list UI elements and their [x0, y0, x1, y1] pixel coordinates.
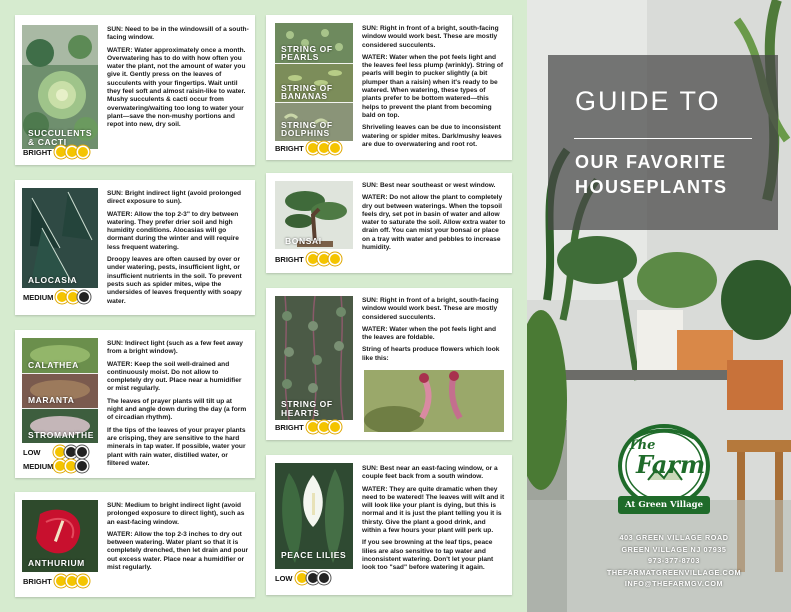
sun-icon — [67, 147, 77, 157]
hearts-extra: String of hearts produce flowers which look like this: — [362, 346, 500, 362]
pearls-light — [275, 143, 340, 153]
bananas-caption-1: STRING OF — [281, 83, 333, 93]
contact-phone: 973-377-8703 — [648, 556, 700, 565]
anthurium-photo — [22, 500, 98, 572]
peace-water: WATER: They are quite dramatic when they need to be watered! The leaves will wilt and it will look like your plant is dying, but this is normal and it is just the plant telling you it is thirsty. Give the plant a good drink, and within a few hours your plant will perk up. — [362, 485, 505, 535]
bananas-caption-2: BANANAS — [281, 91, 328, 101]
calathea-water: WATER: Keep the soil well-drained and continuously moist. Do not allow to completely dry out. Place near a humidifier or mist regularly. — [107, 360, 242, 393]
card-string-of-pearls — [266, 15, 512, 160]
sun-icon — [67, 576, 77, 586]
card-anthurium — [15, 492, 255, 597]
sun-rating — [308, 422, 340, 432]
sun-icon — [56, 147, 66, 157]
pearls-caption-2: PEARLS — [281, 52, 320, 62]
calathea-photo — [22, 338, 98, 443]
light-label: BRIGHT — [275, 254, 304, 264]
succulents-sun: SUN: Need to be in the windowsill of a south-facing window. — [107, 26, 249, 42]
peace-photo — [275, 463, 353, 569]
pearls-caption-1: STRING OF — [281, 44, 333, 54]
light-label: BRIGHT — [275, 143, 304, 153]
anthurium-caption: ANTHURIUM — [28, 558, 85, 568]
sun-icon — [319, 143, 329, 153]
sun-icon — [68, 292, 78, 302]
sun-icon — [66, 447, 76, 457]
card-string-of-hearts — [266, 288, 512, 440]
anthurium-sun: SUN: Medium to bright indirect light (avoid prolonged exposure to direct light), such as an east-facing window. — [107, 502, 245, 526]
sun-rating — [55, 447, 87, 457]
sun-rating — [56, 576, 88, 586]
succulents-caption-1: SUCCULENTS — [28, 128, 93, 138]
calathea-extra2: If the tips of the leaves of your prayer plants are crisping, they are sensitive to the hard minerals in tap water. If possible, water your plant with rain water, distilled water, or filtered water. — [107, 426, 246, 467]
sun-icon — [55, 461, 65, 471]
hearts-water: WATER: Water when the pot feels light and the leaves are foldable. — [362, 325, 497, 342]
contact-info — [560, 532, 788, 590]
contact-email[interactable]: INFO@THEFARMGV.COM — [624, 579, 724, 588]
peace-caption: PEACE LILIES — [281, 550, 347, 560]
hearts-flower-photo — [364, 370, 504, 432]
card-calathea — [15, 330, 255, 478]
calathea-extra: The leaves of prayer plants will tilt up at night and angle down during the day (a form of circadian rhythm). — [107, 397, 247, 422]
anthurium-text — [107, 502, 249, 576]
sun-icon — [297, 573, 307, 583]
sun-rating — [297, 573, 329, 583]
bonsai-light — [275, 254, 340, 264]
alocasia-text — [107, 190, 249, 310]
succulents-photo — [22, 25, 98, 149]
sun-icon — [308, 422, 318, 432]
succulents-caption-2: & CACTI — [28, 137, 67, 147]
light-label: BRIGHT — [23, 147, 52, 157]
dolphins-caption-2: DOLPHINS — [281, 128, 330, 138]
sun-icon — [77, 461, 87, 471]
bonsai-text — [362, 182, 506, 256]
contact-website[interactable]: THEFARMATGREENVILLAGE.COM — [606, 567, 742, 577]
sun-icon — [319, 254, 329, 264]
anthurium-light — [23, 576, 88, 586]
light-label: MEDIUM — [23, 292, 54, 302]
hearts-caption-1: STRING OF — [281, 399, 333, 409]
calathea-image — [22, 338, 98, 443]
sun-icon — [55, 447, 65, 457]
sun-rating — [308, 254, 340, 264]
title-divider — [574, 138, 752, 139]
logo-farm-text: Farm — [636, 450, 706, 479]
hearts-light — [275, 422, 340, 432]
pearls-extra: Shriveling leaves can be due to inconsistent watering or spider mites. Dark/mushy leaves are due to overwatering and root rot. — [362, 124, 502, 148]
succulents-text — [107, 26, 249, 134]
card-bonsai — [266, 173, 512, 273]
peace-text — [362, 465, 506, 577]
bonsai-water: WATER: Do not allow the plant to completely dry out between waterings. When the topsoil feels dry, set pot in basin of water and allow water to saturate the soil. Allow extra water to drain off. You can mist your bonsai or place on a tray with water and pebbles to increase humidity. — [362, 194, 506, 252]
sun-icon — [330, 254, 340, 264]
sun-rating — [308, 143, 340, 153]
sun-rating — [57, 292, 89, 302]
card-peace-lilies — [266, 455, 512, 595]
sun-icon — [308, 143, 318, 153]
sun-icon — [319, 573, 329, 583]
cover-subtitle — [575, 150, 728, 200]
title-overlay — [548, 55, 778, 230]
logo-the-text: The — [628, 438, 656, 453]
bonsai-caption: BONSAI — [285, 236, 322, 246]
sun-rating — [55, 461, 87, 471]
maranta-caption: MARANTA — [28, 395, 75, 405]
cover-title: GUIDE TO — [575, 86, 721, 116]
anthurium-water: WATER: Allow the top 2-3 inches to dry out between watering. Water plant so that it is completely drenched, then let drain and pour out excess water. Place near a humidifier or mist regularly. — [107, 530, 249, 572]
hearts-flower-image — [364, 370, 504, 432]
sun-icon — [308, 254, 318, 264]
cover-subtitle-line-1: OUR FAVORITE — [575, 152, 727, 172]
hearts-sun: SUN: Right in front of a bright, south-facing window would work best. These are mostly considered succulents. — [362, 297, 499, 321]
farm-logo — [614, 420, 714, 520]
light-label: MEDIUM — [23, 461, 54, 471]
sun-icon — [57, 292, 67, 302]
alocasia-light — [23, 292, 89, 302]
pearls-photo — [275, 23, 353, 141]
succulents-light — [23, 147, 88, 157]
hearts-photo — [275, 296, 353, 420]
pearls-sun: SUN: Right in front of a bright, south-facing window would work best. These are mostly considered succulents. — [362, 25, 499, 49]
peace-sun: SUN: Best near an east-facing window, or a couple feet back from a south window. — [362, 465, 498, 481]
calathea-light-low — [23, 447, 87, 457]
succulents-water: WATER: Water approximately once a month. Overwatering has to do with how often you water the plant, not the amount of water you give it. Gently press on the leaves of succulents with your fingertips. Wait until they feel soft and almost raisin-like to water. Mushy succulents & cacti occur from overwatering/waiting too long to water your plant—save the non-mushy portions and repot into new, dry soil. — [107, 46, 246, 129]
sun-icon — [78, 147, 88, 157]
sun-icon — [319, 422, 329, 432]
alocasia-water: WATER: Allow the top 2-3" to dry between watering. They prefer drier soil and high humidity conditions. Alocasias will go dormant during the winter and will require less frequent watering. — [107, 210, 239, 251]
alocasia-image — [22, 188, 98, 288]
sun-icon — [77, 447, 87, 457]
logo-subtitle: At Green Village — [624, 500, 703, 510]
peace-light — [275, 573, 329, 583]
calathea-caption: CALATHEA — [28, 360, 79, 370]
alocasia-caption: ALOCASIA — [28, 275, 78, 285]
calathea-light-medium — [23, 461, 87, 471]
alocasia-extra: Droopy leaves are often caused by over or under watering, pests, insufficient light, or insufficient nutrients in the soil. To prevent pests such as spider mites, wipe the undersides of leaves frequently with soapy water. — [107, 256, 242, 305]
alocasia-photo — [22, 188, 98, 288]
sun-icon — [56, 576, 66, 586]
light-label: LOW — [275, 573, 293, 583]
cover-subtitle-line-2: HOUSEPLANTS — [575, 177, 728, 197]
alocasia-sun: SUN: Bright indirect light (avoid prolonged direct exposure to sun). — [107, 190, 242, 206]
peace-extra: If you see browning at the leaf tips, peace lilies are also sensitive to tap water and inconsistent watering. Don't let your plant look too "sad" before watering it again. — [362, 539, 494, 572]
sun-icon — [330, 143, 340, 153]
card-succulents — [15, 15, 255, 165]
calathea-text — [107, 340, 249, 472]
sun-icon — [78, 576, 88, 586]
contact-city: GREEN VILLAGE NJ 07935 — [621, 544, 727, 554]
stromanthe-caption: STROMANTHE — [28, 430, 94, 440]
card-alocasia — [15, 180, 255, 315]
light-label: LOW — [23, 447, 41, 457]
calathea-sun: SUN: Indirect light (such as a few feet away from a bright window). — [107, 340, 243, 356]
sun-icon — [330, 422, 340, 432]
pearls-water: WATER: Water when the pot feels light and the leaves feel less plump (wrinkly). String of pearls will begin to pucker slightly (a bit plumper than a raisin) when it's ready to be watered. When watering, these types of plants prefer to be bottom watered—this helps to prevent the plant from becoming bald on top. — [362, 53, 504, 119]
hearts-text — [362, 297, 506, 367]
light-label: BRIGHT — [275, 422, 304, 432]
dolphins-caption-1: STRING OF — [281, 120, 333, 130]
bonsai-sun: SUN: Best near southeast or west window. — [362, 182, 496, 189]
sun-icon — [308, 573, 318, 583]
contact-address: 403 GREEN VILLAGE ROAD — [619, 533, 729, 542]
light-label: BRIGHT — [23, 576, 52, 586]
sun-icon — [79, 292, 89, 302]
sun-rating — [56, 147, 88, 157]
hearts-caption-2: HEARTS — [281, 408, 320, 418]
bonsai-photo — [275, 181, 353, 249]
sun-icon — [66, 461, 76, 471]
pearls-text — [362, 25, 506, 153]
